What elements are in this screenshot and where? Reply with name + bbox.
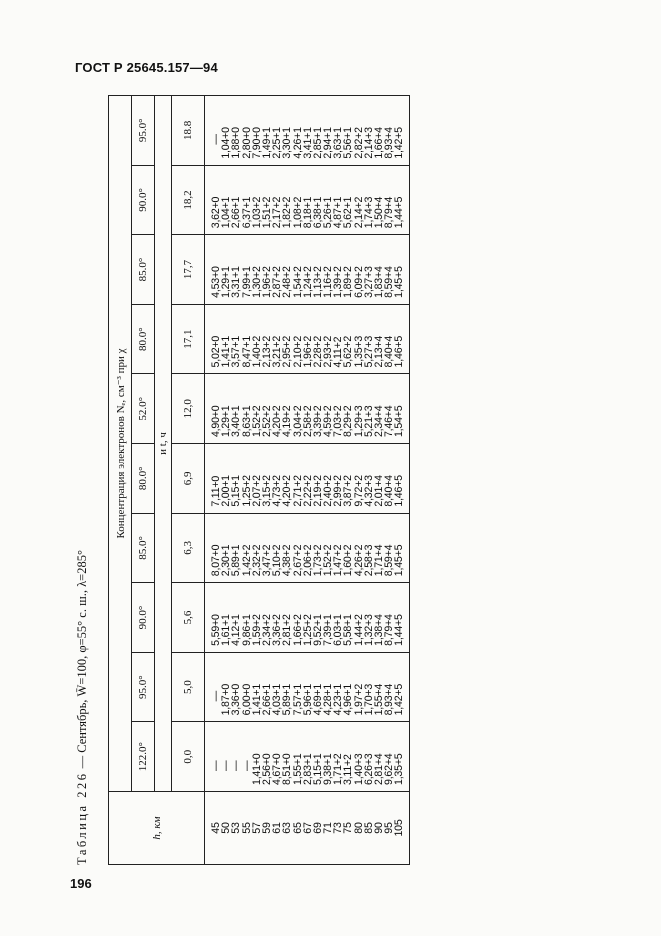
table-cell: 5,89+1 [230,544,243,577]
table-cell: 1,04+1 [220,196,233,229]
rotated-table-block [70,95,610,865]
table-cell: 7,39+1 [322,614,335,646]
table-cell: 2,28+2 [311,335,324,368]
table-cell: 1,87+0 [220,683,233,716]
table-cell: 1,46+5 [393,475,406,507]
table-cell: 2,13+2 [260,335,273,368]
table-cell: 1,55+4 [373,683,385,716]
table-cell: 4,38+2 [281,544,294,577]
table-cell: 2,81+2 [281,614,294,646]
table-cell: — [210,134,222,145]
h-value: 63 [281,822,294,834]
table-cell: 5,27+3 [362,335,375,368]
table-cell: 1,89+2 [342,266,355,298]
table-cell: 4,96+1 [342,683,355,716]
table-cell: 3,40+1 [230,405,243,438]
table-cell: 8,59+4 [383,266,396,298]
chi-header-1: 95.0° [132,652,155,722]
table-cell: 3,39+2 [311,405,324,438]
table-cell: 1,40+2 [250,335,263,368]
h-value: 75 [342,822,355,834]
table-cell: 5,59+0 [210,614,222,646]
value-column-5 [205,374,410,444]
table-cell: 5,26+1 [322,196,335,229]
table-cell: 3,31+1 [230,266,243,298]
table-cell: 6,09+2 [352,266,365,298]
table-cell: 1,35+3 [352,335,365,368]
table-cell: 2,19+2 [311,475,324,507]
table-cell: 4,69+1 [311,683,324,716]
table-cell: 2,66+1 [230,196,243,229]
table-cell: 3,04+2 [291,405,304,438]
chi-header-3: 85.0° [132,513,155,583]
table-cell: 3,41+1 [301,127,314,159]
h-value: 45 [210,822,222,834]
table-cell: 1,45+5 [393,544,406,577]
chi-header-0: 122.0° [132,722,155,792]
table-cell: 3,15+2 [260,475,273,507]
table-cell: 1,66+2 [291,614,304,646]
t-header-0: 0,0 [172,722,205,792]
chi-header-5: 52.0° [132,374,155,444]
value-column-7 [205,235,410,305]
table-cell: 1,42+5 [393,683,406,716]
value-column-9 [205,96,410,166]
t-header-2: 5,6 [172,583,205,653]
table-cell: 2,13+4 [373,335,385,368]
chi-header-7: 85.0° [132,235,155,305]
table-cell: 3,36+2 [271,614,284,646]
table-cell: 9,86+1 [240,614,253,646]
h-value: 59 [260,822,273,834]
electron-concentration-table [108,95,410,865]
value-column-8 [205,165,410,235]
table-cell: 2,00+1 [220,475,233,507]
table-cell: 2,30+1 [220,544,233,577]
value-column-0 [205,722,410,792]
table-cell: 1,59+2 [250,614,263,646]
table-cell: 2,94+1 [322,127,335,159]
table-cell: 8,59+4 [383,544,396,577]
table-label: Таблица 226 [75,771,89,865]
table-cell: 7,11+0 [210,475,222,507]
time-label: и t, ч [155,96,172,792]
h-value: 71 [322,822,335,834]
table-cell: 1,40+3 [352,753,365,785]
table-cell: 1,24+2 [301,266,314,298]
table-cell: 8,63+1 [240,405,253,438]
table-cell: 4,53+0 [210,266,222,298]
table-cell: 1,42+2 [240,544,253,577]
table-cell: 1,30+2 [250,266,263,298]
table-cell: 4,87+1 [332,196,345,229]
chi-header-2: 90.0° [132,583,155,653]
table-cell: — [220,760,233,771]
table-cell: 3,62+0 [210,196,222,229]
table-cell: 1,60+2 [342,544,355,577]
table-cell: 2,83+1 [301,753,314,785]
table-cell: 4,03+1 [271,683,284,716]
table-cell: 2,17+2 [271,196,284,229]
table-cell: 4,90+0 [210,405,222,438]
table-cell: 5,10+2 [271,544,284,577]
table-cell: 9,38+1 [322,753,335,785]
table-cell: 2,82+2 [352,127,365,159]
table-cell: 8,93+4 [383,127,396,159]
table-cell: 5,96+1 [301,683,314,716]
table-cell: 9,72+2 [352,475,365,507]
table-cell: 1,46+5 [393,335,406,368]
table-cell: 1,32+3 [362,614,375,646]
table-cell: 2,80+0 [240,127,253,159]
table-cell: 1,70+3 [362,683,375,716]
h-value: 90 [373,822,385,834]
table-cell: 2,32+2 [250,544,263,577]
table-cell: 7,57+1 [291,683,304,716]
table-cell: 5,89+1 [281,683,294,716]
table-cell: 1,97+2 [352,683,365,716]
table-cell: 2,99+2 [332,475,345,507]
table-cell: 6,03+1 [332,614,345,646]
table-cell: 1,54+5 [393,405,406,438]
table-cell: 1,44+5 [393,614,406,646]
table-cell: 7,99+1 [240,266,253,298]
table-cell: 1,52+2 [250,405,263,438]
table-cell: — [230,760,243,771]
table-cell: 4,28+1 [322,683,335,716]
table-cell: 2,52+2 [260,405,273,438]
table-cell: 1,13+2 [311,266,324,298]
table-cell: 2,22+2 [301,475,314,507]
table-cell: 3,11+2 [342,754,355,785]
table-cell: 4,23+1 [332,683,345,716]
table-cell: 1,41+0 [250,753,263,785]
table-cell: 2,58+2 [301,405,314,438]
table-cell: 2,06+2 [301,544,314,577]
table-cell: 1,44+5 [393,196,406,229]
table-cell: 1,25+2 [301,614,314,646]
t-header-8: 18,2 [172,165,205,235]
table-cell: 3,30+1 [281,127,294,159]
table-cell: 2,14+3 [362,127,375,159]
table-cell: 1,61+1 [220,614,233,646]
table-cell: 1,49+1 [260,127,273,159]
table-cell: 3,27+3 [362,266,375,298]
table-cell: 2,25+1 [271,127,284,159]
h-values-cell [205,792,410,865]
table-cell: 1,04+0 [220,127,233,159]
table-cell: 1,45+5 [393,266,406,298]
table-cell: 8,07+0 [210,544,222,577]
table-cell: 2,56+0 [260,753,273,785]
table-cell: — [240,760,253,771]
page-number: 196 [70,876,92,891]
table-cell: 8,79+4 [383,614,396,646]
table-cell: 2,48+2 [281,266,294,298]
table-cell: 1,41+1 [250,683,263,716]
table-cell: 1,83+4 [373,266,385,298]
h-value: 85 [362,822,375,834]
table-cell: 7,03+2 [332,405,345,438]
table-cell: 4,59+2 [322,405,335,438]
table-cell: 4,32+3 [362,475,375,507]
table-cell: 8,29+2 [342,405,355,438]
table-cell: 2,66+1 [260,683,273,716]
table-cell: 8,79+4 [383,196,396,229]
table-cell: 2,01+4 [373,475,385,507]
table-cell: 6,38+1 [311,196,324,229]
table-cell: 5,15+1 [230,475,243,507]
table-cell: 1,16+2 [322,266,335,298]
table-cell: 1,29+1 [220,405,233,438]
table-cell: 2,71+2 [291,475,304,507]
t-header-9: 18.8 [172,96,205,166]
table-cell: 2,07+2 [250,475,263,507]
table-cell: 9,62+4 [383,753,396,785]
table-cell: 2,40+2 [322,475,335,507]
table-cell: 5,58+1 [342,614,355,646]
table-cell: 1,73+2 [311,544,324,577]
table-cell: 3,63+1 [332,127,345,159]
table-cell: 1,44+2 [352,614,365,646]
table-cell: 1,51+2 [260,196,273,229]
table-cell: 2,87+2 [271,266,284,298]
value-column-4 [205,444,410,514]
t-header-7: 17,7 [172,235,205,305]
h-value: 73 [332,822,345,834]
t-header-5: 12,0 [172,374,205,444]
table-cell: 1,54+2 [291,266,304,298]
h-value: 55 [240,822,253,834]
table-cell: 3,36+0 [230,683,243,716]
table-cell: 1,66+4 [373,127,385,159]
chi-header-4: 80.0° [132,444,155,514]
table-cell: 4,67+0 [271,753,284,785]
table-cell: 6,00+0 [240,683,253,716]
table-cell: 4,73+2 [271,475,284,507]
table-cell: — [210,760,222,771]
table-cell: 5,02+0 [210,335,222,368]
chi-header-6: 80.0° [132,304,155,374]
table-cell: 5,62+1 [342,196,355,229]
h-value: 57 [250,822,263,834]
table-title: — Сентябрь, W̄=100, φ=55° с. ш., λ=285° [75,550,89,772]
value-column-6 [205,304,410,374]
table-cell: 3,87+2 [342,475,355,507]
table-cell: 1,82+2 [281,196,294,229]
table-cell: 1,52+2 [322,544,335,577]
h-value: 95 [383,822,396,834]
h-value: 67 [301,822,314,834]
table-cell: 9,52+1 [311,614,324,646]
h-value: 80 [352,822,365,834]
table-cell: 5,56+1 [342,127,355,159]
h-column-header: h, км [109,792,205,865]
table-cell: 2,93+2 [322,335,335,368]
t-header-row [172,96,205,865]
table-cell: 2,81+4 [373,753,385,785]
table-cell: 1,38+4 [373,614,385,646]
table-cell: 2,14+2 [352,196,365,229]
table-cell: 5,21+3 [362,405,375,438]
table-cell: 1,96+2 [260,266,273,298]
h-value: 65 [291,822,304,834]
h-value: 69 [311,822,324,834]
table-cell: 8,18+1 [301,196,314,229]
table-cell: 3,47+2 [260,544,273,577]
table-cell: 4,26+2 [352,544,365,577]
t-header-1: 5,0 [172,652,205,722]
table-cell: 6,37+1 [240,196,253,229]
table-row [205,96,410,865]
table-cell: — [210,691,222,702]
table-cell: 1,71+4 [373,544,385,577]
table-cell: 1,25+2 [240,475,253,507]
table-cell: 2,58+3 [362,544,375,577]
table-cell: 4,12+1 [230,614,243,646]
t-header-3: 6,3 [172,513,205,583]
t-header-6: 17,1 [172,304,205,374]
table-cell: 3,21+2 [271,335,284,368]
time-label-row [155,96,172,865]
table-cell: 1,42+5 [393,127,406,159]
table-cell: 2,34+4 [373,405,385,438]
table-cell: 1,55+1 [291,753,304,785]
table-cell: 7,46+4 [383,405,396,438]
table-cell: 8,47+1 [240,335,253,368]
table-cell: 1,74+3 [362,196,375,229]
table-cell: 5,62+2 [342,335,355,368]
table-cell: 4,20+2 [271,405,284,438]
value-column-2 [205,583,410,653]
table-cell: 1,71+2 [332,753,345,785]
table-cell: 2,95+2 [281,335,294,368]
table-cell: 2,10+2 [291,335,304,368]
chi-header-8: 90.0° [132,165,155,235]
table-cell: 1,35+5 [393,753,406,785]
value-column-1 [205,652,410,722]
table-cell: 1,29+1 [220,266,233,298]
h-value: 61 [271,822,284,834]
table-cell: 2,85+1 [311,127,324,159]
table-cell: 8,40+4 [383,335,396,368]
group-title: Концентрация электронов Nₑ, см⁻³ при χ [109,96,132,792]
table-cell: 4,19+2 [281,405,294,438]
table-caption [70,95,94,865]
table-cell: 1,08+2 [291,196,304,229]
value-column-3 [205,513,410,583]
table-cell: 1,88+0 [230,127,243,159]
table-cell: 1,96+2 [301,335,314,368]
table-cell: 2,67+2 [291,544,304,577]
table-cell: 3,57+1 [230,335,243,368]
table-cell: 1,03+2 [250,196,263,229]
table-cell: 8,51+0 [281,753,294,785]
chi-header-row [132,96,155,865]
table-cell: 1,41+1 [220,335,233,368]
table-cell: 1,47+2 [332,544,345,577]
table-cell: 6,26+3 [362,753,375,785]
table-cell: 4,20+2 [281,475,294,507]
table-cell: 8,93+4 [383,683,396,716]
table-cell: 2,34+2 [260,614,273,646]
table-cell: 4,11+2 [332,336,345,368]
table-cell: 1,39+2 [332,266,345,298]
table-cell: 7,90+0 [250,127,263,159]
h-value: 50 [220,822,233,834]
chi-header-9: 95.0° [132,96,155,166]
table-cell: 8,40+4 [383,475,396,507]
document-header: ГОСТ Р 25645.157—94 [75,60,218,75]
table-cell: 1,50+4 [373,196,385,229]
table-cell: 5,15+1 [311,753,324,785]
h-value: 105 [393,819,406,837]
table-cell: 1,29+3 [352,405,365,438]
t-header-4: 6,9 [172,444,205,514]
h-value: 53 [230,822,243,834]
table-cell: 4,26+1 [291,127,304,159]
